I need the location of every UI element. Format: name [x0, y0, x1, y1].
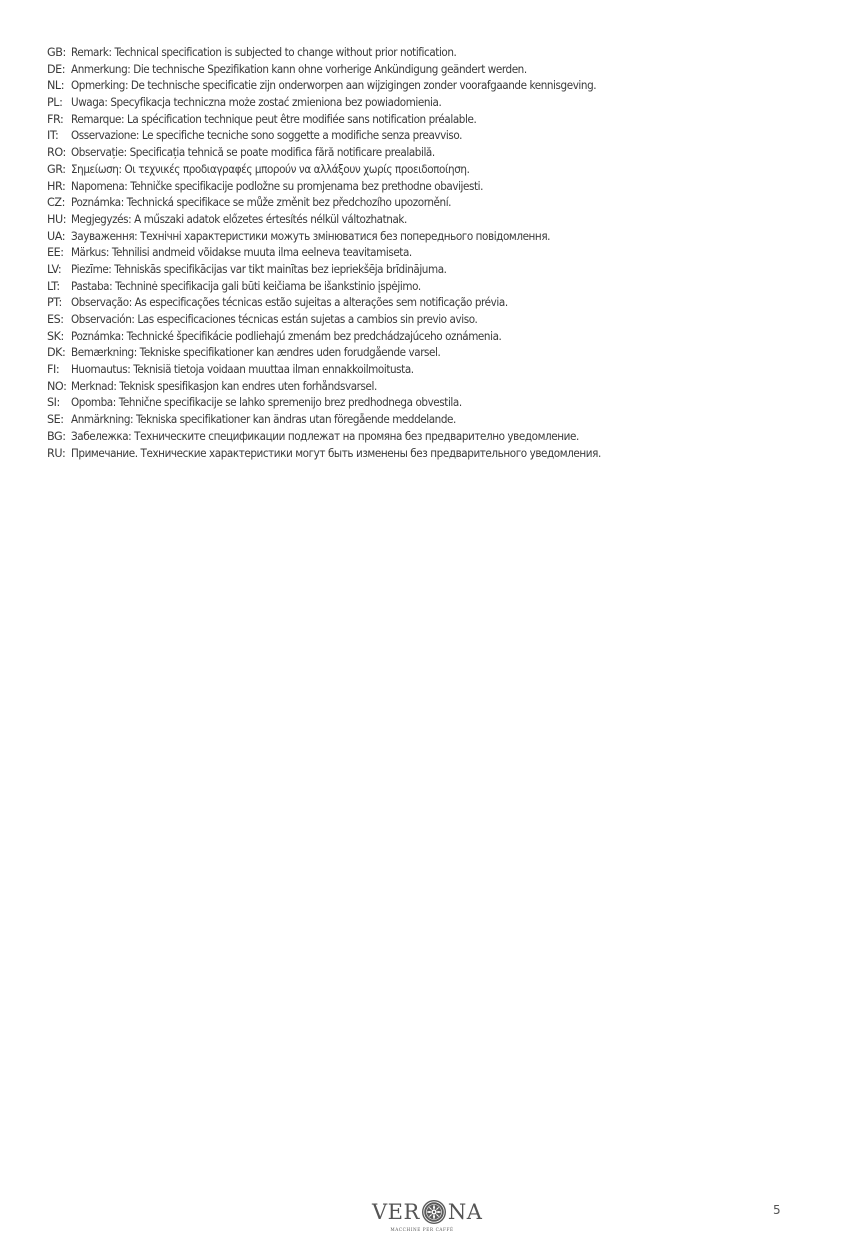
remark-line [47, 329, 837, 346]
language-code: HR: [47, 179, 66, 193]
remark-text: Poznámka: Technická specifikace se může změnit bez předchozího upozornění. [71, 196, 452, 210]
remark-line [47, 345, 837, 362]
remark-line [47, 212, 837, 229]
remark-text: Anmärkning: Tekniska specifikationer kan ändras utan föregående meddelande. [71, 413, 456, 427]
language-code: SE: [47, 413, 64, 427]
remark-text: Uwaga: Specyfikacja techniczna może zostać zmieniona bez powiadomienia. [71, 96, 442, 110]
remark-line [47, 362, 837, 379]
language-code: SK: [47, 329, 64, 343]
language-code: FR: [47, 112, 64, 126]
language-code: NO: [47, 379, 67, 393]
language-code: BG: [47, 429, 66, 443]
specification-remarks-list [47, 45, 837, 462]
remark-line [47, 446, 837, 463]
remark-line [47, 379, 837, 396]
language-code: UA: [47, 229, 66, 243]
remark-line [47, 95, 837, 112]
language-code: RO: [47, 146, 66, 160]
remark-line [47, 429, 837, 446]
remark-line [47, 245, 837, 262]
language-code: SI: [47, 396, 60, 410]
remark-text: Napomena: Tehničke specifikacije podložne su promjenama bez prethodne obavijesti. [71, 179, 484, 193]
language-code: PL: [47, 96, 63, 110]
remark-text: Observación: Las especificaciones técnicas están sujetas a cambios sin previo aviso. [71, 313, 478, 326]
logo-wordmark [372, 1198, 482, 1226]
remark-text: Merknad: Teknisk spesifikasjon kan endres uten forhåndsvarsel. [71, 379, 377, 393]
remark-text: Забележка: Техническите спецификации подлежат на промяна без предварително уведомление. [71, 429, 579, 443]
language-code: GR: [47, 162, 66, 176]
remark-line [47, 195, 837, 212]
remark-line [47, 112, 837, 129]
remark-text: Зауваження: Технічні характеристики можуть змінюватися без попереднього повідомлення. [71, 229, 551, 243]
remark-line [47, 312, 837, 329]
language-code: PT: [47, 296, 62, 310]
logo-suffix: NA [447, 1200, 483, 1224]
language-code: GB: [47, 46, 66, 59]
remark-text: Opomba: Tehnične specifikacije se lahko spremenijo brez predhodnega obvestila. [71, 396, 462, 410]
remark-line [47, 395, 837, 412]
remark-line [47, 229, 837, 246]
remark-text: Примечание. Технические характеристики могут быть изменены без предварительного уведомления. [71, 446, 601, 460]
remark-text: Remarque: La spécification technique peut être modifiée sans notification préalable. [71, 112, 477, 126]
language-code: IT: [47, 129, 59, 143]
language-code: DE: [47, 62, 66, 76]
remark-line [47, 62, 837, 79]
language-code: ES: [47, 313, 64, 326]
page-number: 5 [773, 1203, 781, 1217]
remark-text: Anmerkung: Die technische Spezifikation kann ohne vorherige Ankündigung geändert werden. [71, 62, 527, 76]
ornamental-medallion-icon [421, 1199, 447, 1225]
remark-text: Pastaba: Techninė specifikacija gali būti keičiama be išankstinio įspėjimo. [71, 279, 421, 293]
language-code: EE: [47, 246, 64, 260]
remark-line [47, 179, 837, 196]
verona-logo [372, 1198, 483, 1238]
logo-prefix: VER [372, 1200, 420, 1224]
remark-line [47, 262, 837, 279]
remark-line [47, 279, 837, 296]
remark-text: Piezīme: Tehniskās specifikācijas var tikt mainītas bez iepriekšēja brīdinājuma. [71, 262, 447, 276]
remark-line [47, 145, 837, 162]
language-code: HU: [47, 212, 67, 226]
language-code: NL: [47, 79, 65, 93]
remark-line [47, 412, 837, 429]
language-code: FI: [47, 363, 60, 377]
remark-text: Poznámka: Technické špecifikácie podliehajú zmenám bez predchádzajúceho oznámenia. [71, 329, 502, 343]
remark-text: Observație: Specificația tehnică se poate modifica fără notificare prealabilă. [71, 146, 435, 160]
logo-tagline: MACCHINE PER CAFFÈ [390, 1227, 454, 1232]
remark-line [47, 295, 837, 312]
language-code: LT: [47, 279, 60, 293]
language-code: RU: [47, 446, 66, 460]
language-code: DK: [47, 346, 66, 360]
remark-line [47, 128, 837, 145]
remark-text: Observação: As especificações técnicas estão sujeitas a alterações sem notificação prévia. [71, 296, 508, 310]
remark-text: Osservazione: Le specifiche tecniche sono soggette a modifiche senza preavviso. [71, 129, 463, 143]
remark-line [47, 45, 837, 62]
remark-text: Remark: Technical specification is subjected to change without prior notification. [71, 46, 457, 59]
remark-text: Megjegyzés: A műszaki adatok előzetes értesítés nélkül változhatnak. [71, 212, 407, 226]
language-code: LV: [47, 262, 62, 276]
remark-text: Opmerking: De technische specificatie zijn onderworpen aan wijzigingen zonder voorafgaande kennisgeving. [71, 79, 597, 93]
remark-line [47, 78, 837, 95]
remark-text: Huomautus: Teknisiä tietoja voidaan muuttaa ilman ennakkoilmoitusta. [71, 363, 414, 377]
remark-text: Bemærkning: Tekniske specifikationer kan ændres uden forudgående varsel. [71, 346, 441, 360]
remark-line [47, 162, 837, 179]
language-code: CZ: [47, 196, 65, 210]
remark-text: Σημείωση: Οι τεχνικές προδιαγραφές μπορούν να αλλάξουν χωρίς προειδοποίηση. [71, 162, 470, 176]
remark-text: Märkus: Tehnilisi andmeid võidakse muuta ilma eelneva teavitamiseta. [71, 246, 412, 260]
